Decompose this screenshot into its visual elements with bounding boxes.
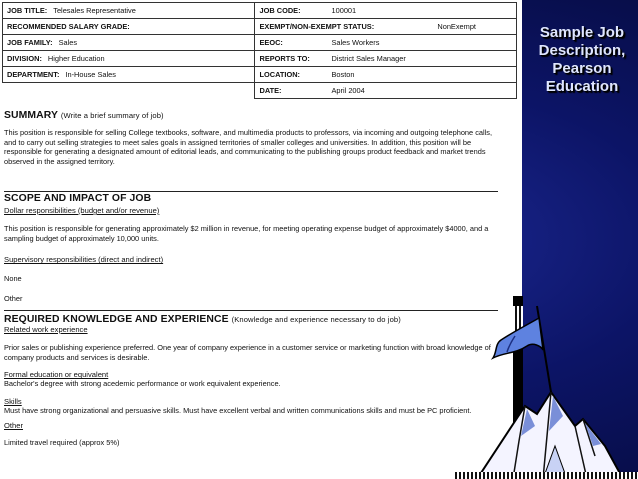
date-value: April 2004: [331, 86, 365, 95]
work-experience-label: Related work experience: [4, 325, 88, 334]
supervisory-label: Supervisory responsibilities (direct and indirect): [4, 255, 164, 265]
date-label: DATE:: [259, 86, 282, 95]
education-label: Formal education or equivalent: [4, 370, 109, 380]
job-title-label: JOB TITLE:: [7, 6, 48, 15]
job-family-label: JOB FAMILY:: [7, 38, 53, 47]
mountain-flag-icon: [455, 296, 638, 479]
education-text: Bachelor's degree with strong acedemic performance or work equivalent experience.: [4, 379, 281, 389]
header-row: [3, 51, 517, 67]
job-header-table: [2, 2, 517, 99]
divider: [4, 191, 498, 192]
scope-heading: SCOPE AND IMPACT OF JOB: [4, 193, 152, 204]
department-value: In-House Sales: [65, 70, 116, 79]
salary-grade-label: RECOMMENDED SALARY GRADE:: [7, 22, 130, 31]
skills-label: Skills: [4, 396, 22, 406]
supervisory-text: None: [4, 274, 22, 284]
location-label: LOCATION:: [259, 70, 300, 79]
clipart-frame: [455, 472, 638, 479]
skills-text: Must have strong organizational and persuasive skills. Must have excellent verbal and written communications skills and must be PC proficient.: [4, 405, 472, 415]
slide-title: Sample Job Description, Pearson Education: [538, 24, 626, 95]
dollar-responsibilities-label: Dollar responsibilities (budget and/or revenue): [4, 206, 160, 215]
divider: [4, 310, 498, 311]
scope-other-label: Other: [4, 293, 23, 303]
required-section: [4, 314, 494, 448]
summary-text: This position is responsible for selling College textbooks, software, and multimedia products to professors, via incoming and outgoing telephone calls, and to carry out selling strategies to meet sales goals in assigned territories of smaller colleges and universities. In addition, this position will be responsible for generating a designated amount of editorial leads, and communicating to the publishing groups product feedback and market trends observed in the assigned territory.: [4, 128, 493, 166]
division-label: DIVISION:: [7, 54, 42, 63]
location-value: Boston: [331, 70, 355, 79]
required-other-label: Other: [4, 421, 23, 431]
required-heading: REQUIRED KNOWLEDGE AND EXPERIENCE: [4, 314, 229, 325]
reports-to-label: REPORTS TO:: [259, 54, 310, 63]
header-row: [3, 3, 517, 19]
header-row: [3, 35, 517, 51]
reports-to-value: District Sales Manager: [331, 54, 406, 63]
summary-note: (Write a brief summary of job): [60, 111, 164, 120]
header-row: [3, 19, 517, 35]
scope-section: [4, 193, 494, 303]
required-other-text: Limited travel required (approx 5%): [4, 438, 120, 448]
eeoc-value: Sales Workers: [331, 38, 380, 47]
exempt-status-label: EXEMPT/NON-EXEMPT STATUS:: [259, 22, 375, 31]
job-code-value: 100001: [331, 6, 357, 15]
header-row: [3, 83, 517, 99]
exempt-status-value: NonExempt: [437, 22, 476, 31]
division-value: Higher Education: [47, 54, 105, 63]
job-title-value: Telesales Representative: [53, 6, 136, 15]
eeoc-label: EEOC:: [259, 38, 283, 47]
work-experience-text: Prior sales or publishing experience preferred. One year of company experience in a customer service or marketing function with broad knowledge of company products and services is desirable.: [4, 343, 491, 362]
required-note: (Knowledge and experience necessary to do job): [231, 315, 401, 324]
job-family-value: Sales: [58, 38, 78, 47]
job-code-label: JOB CODE:: [259, 6, 301, 15]
department-label: DEPARTMENT:: [7, 70, 60, 79]
header-row: [3, 67, 517, 83]
dollar-responsibilities-text: This position is responsible for generating approximately $2 million in revenue, for meeting operating expense budget of approximately $4000, and a sampling budget of approximately 10,000 units.: [4, 224, 489, 243]
summary-heading: SUMMARY: [4, 110, 58, 121]
summary-section: [4, 110, 494, 166]
